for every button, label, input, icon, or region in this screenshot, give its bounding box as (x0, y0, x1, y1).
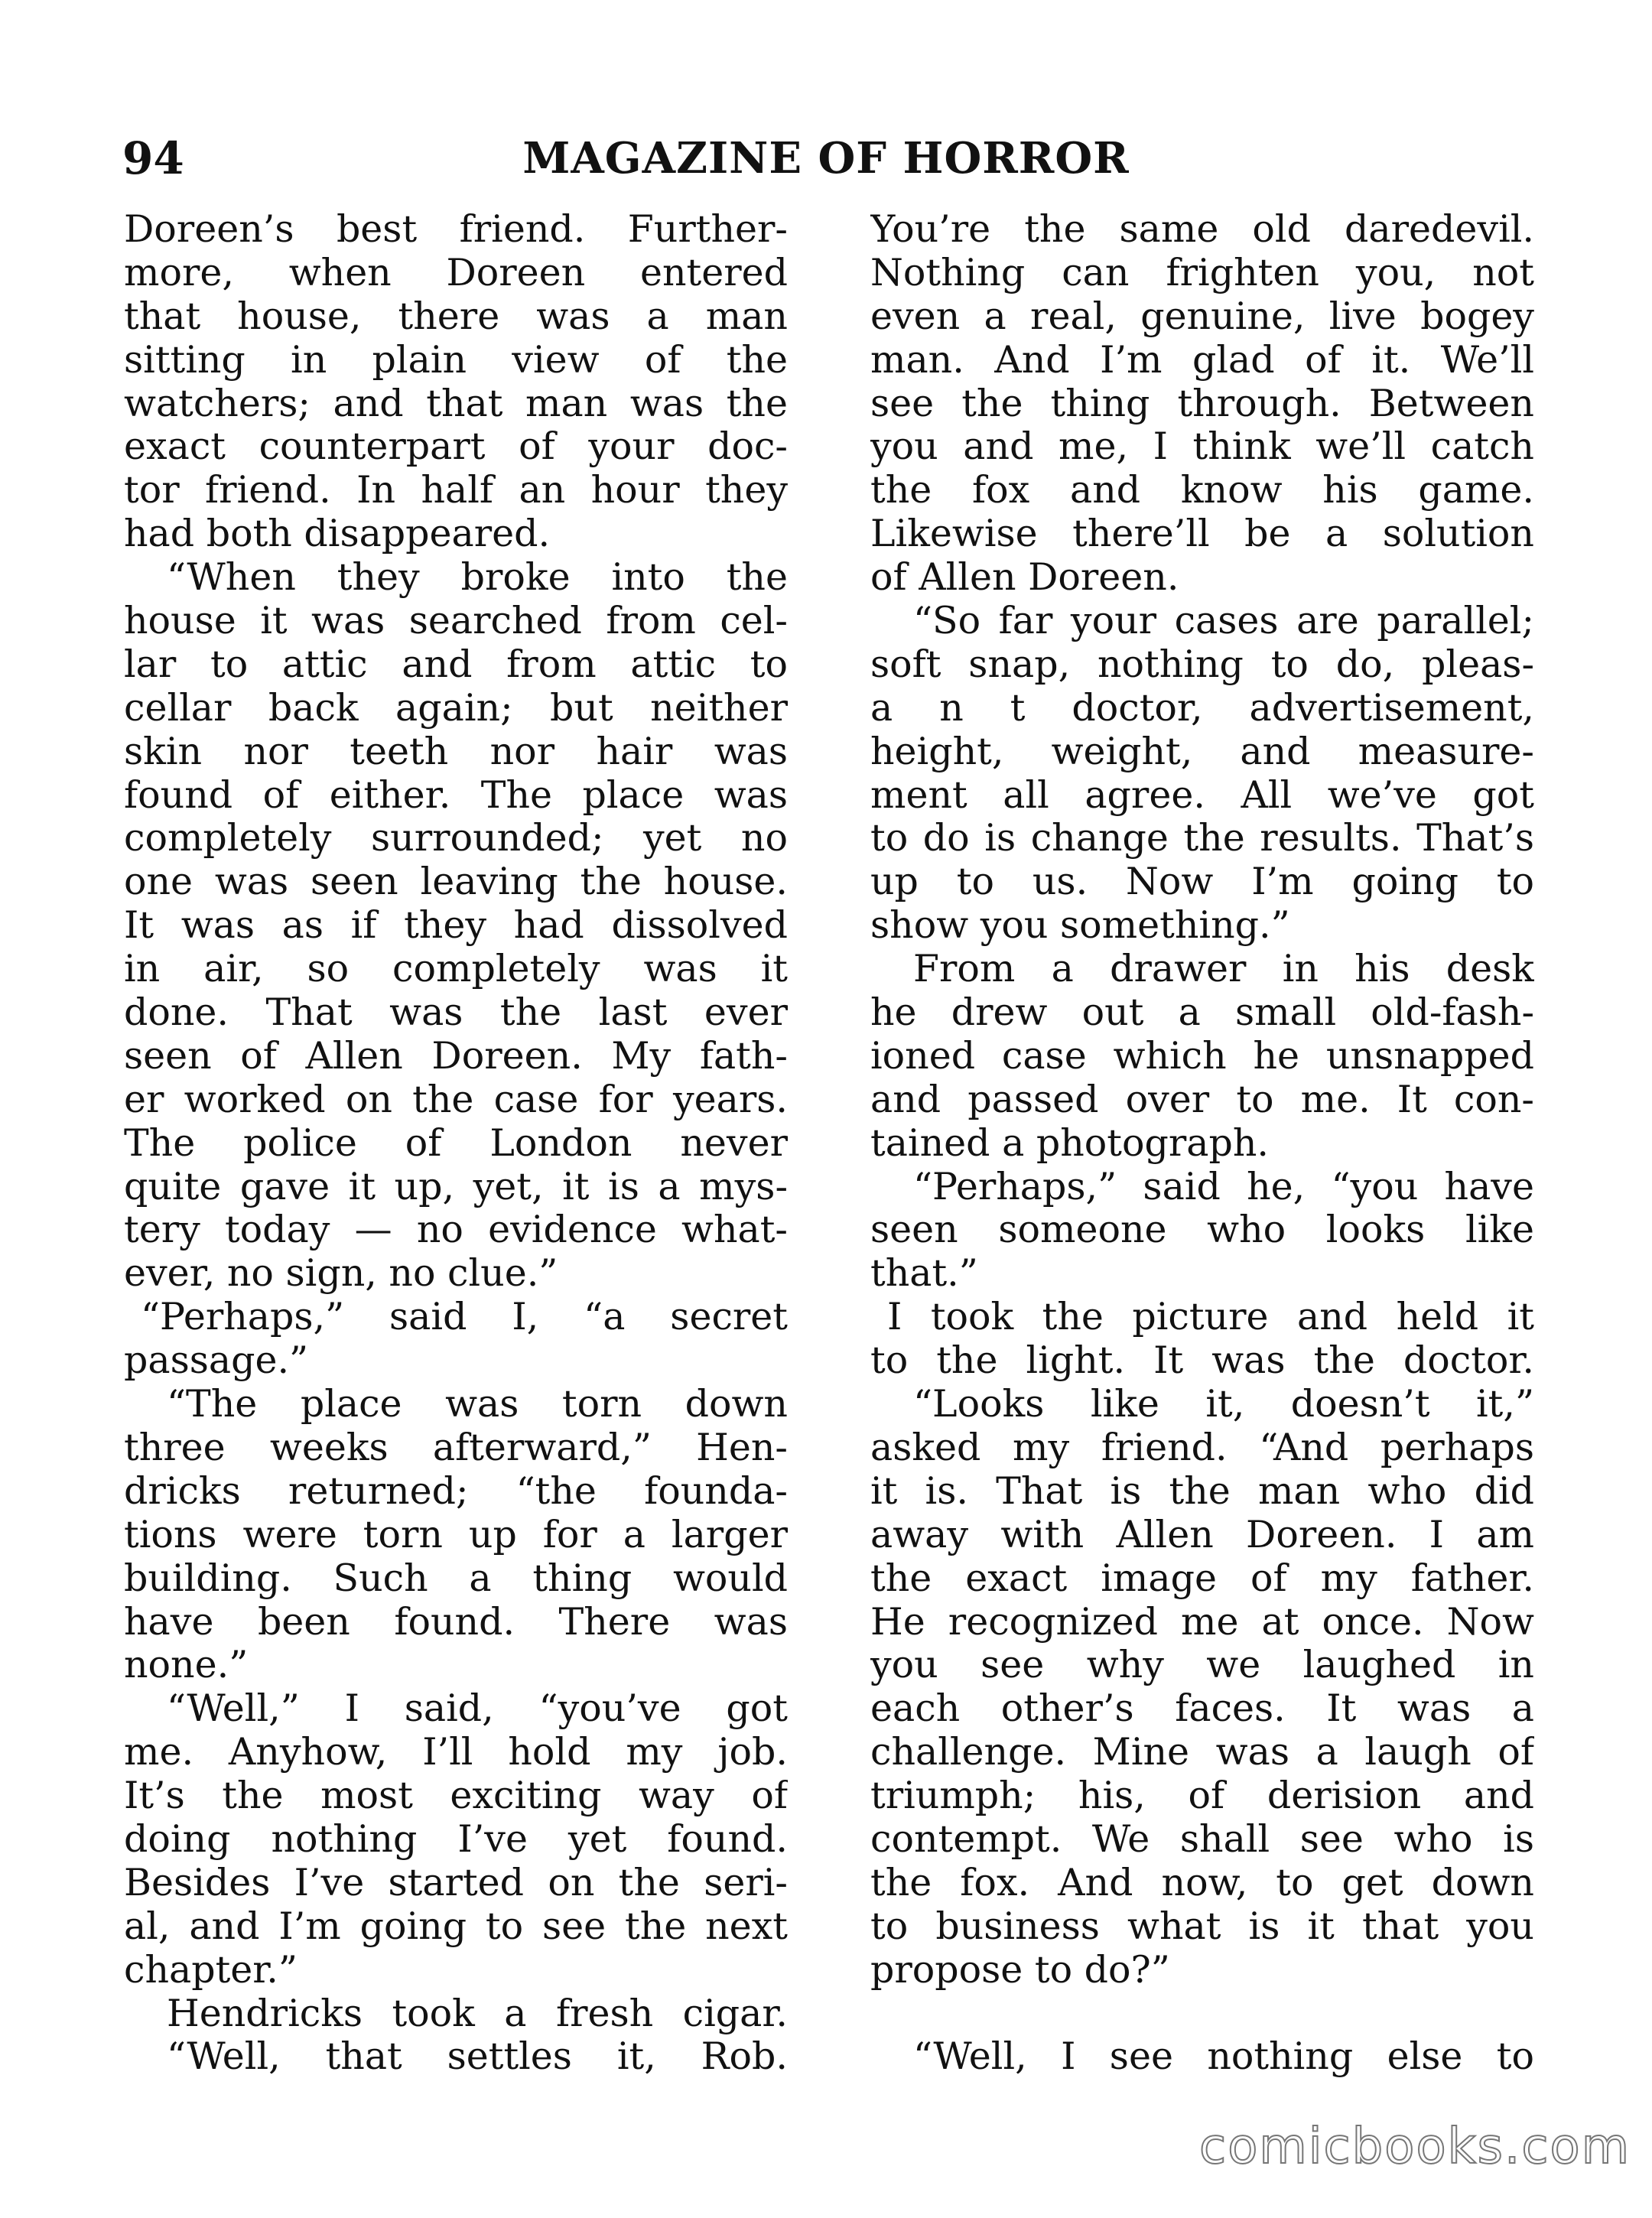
left-column-line: exact counterpart of your doc- (124, 425, 788, 469)
left-column-line: doing nothing I’ve yet found. (124, 1817, 788, 1861)
right-column-line: and passed over to me. It con- (870, 1078, 1534, 1121)
left-column-line: tery today — no evidence what- (124, 1208, 788, 1252)
right-column-line: propose to do?” (870, 1948, 1170, 1992)
right-column-line: each other’s faces. It was a (870, 1687, 1534, 1731)
right-column-line: contempt. We shall see who is (870, 1817, 1534, 1861)
left-column-line: completely surrounded; yet no (124, 817, 788, 860)
page-number: 94 (122, 132, 184, 184)
left-column-line: seen of Allen Doreen. My fath- (124, 1034, 788, 1078)
right-column-line: tained a photograph. (870, 1121, 1269, 1165)
right-column-line: the fox and know his game. (870, 469, 1534, 512)
left-column-line: It’s the most exciting way of (124, 1774, 788, 1818)
left-column-line: found of either. The place was (124, 773, 788, 817)
left-column-line: Besides I’ve started on the seri- (124, 1861, 788, 1904)
left-column-line: quite gave it up, yet, it is a mys- (124, 1165, 788, 1208)
left-column-line: more, when Doreen entered (124, 251, 788, 294)
right-column-line: it is. That is the man who did (870, 1469, 1534, 1513)
left-column-line: watchers; and that man was the (124, 382, 788, 425)
watermark-logo: comicbooks.com (1199, 2119, 1631, 2175)
text-column-right (870, 208, 1534, 2079)
right-column-line: even a real, genuine, live bogey (870, 294, 1534, 338)
left-column-line: Doreen’s best friend. Further- (124, 208, 788, 251)
left-column-line: The police of London never (124, 1121, 788, 1165)
right-column-line: you and me, I think we’ll catch (870, 425, 1534, 469)
right-column-line: “Well, I see nothing else to (913, 2035, 1534, 2079)
right-column-line: From a drawer in his desk (913, 948, 1534, 991)
right-column-line: I took the picture and held it (887, 1296, 1534, 1339)
left-column-line: in air, so completely was it (124, 948, 788, 991)
left-column-line: sitting in plain view of the (124, 338, 788, 382)
left-column-line: that house, there was a man (124, 294, 788, 338)
left-column-line: “Perhaps,” said I, “a secret (141, 1296, 788, 1339)
left-column-line: “Well,” I said, “you’ve got (167, 1687, 788, 1731)
left-column-line: passage.” (124, 1339, 309, 1383)
left-column-line: al, and I’m going to see the next (124, 1904, 788, 1948)
right-column-line: you see why we laughed in (870, 1644, 1534, 1687)
left-column-line: “When they broke into the (167, 556, 788, 600)
right-column-line: see the thing through. Between (870, 382, 1534, 425)
left-column-line: three weeks afterward,” Hen- (124, 1426, 788, 1469)
left-column-line: me. Anyhow, I’ll hold my job. (124, 1731, 788, 1774)
right-column-line: ioned case which he unsnapped (870, 1034, 1534, 1078)
right-column-line: asked my friend. “And perhaps (870, 1426, 1534, 1469)
right-column-line: “So far your cases are parallel; (913, 600, 1534, 643)
right-column-line: a n t doctor, advertisement, (870, 686, 1534, 730)
paragraph-gap (870, 1992, 1534, 2036)
left-column-line: skin nor teeth nor hair was (124, 730, 788, 773)
left-column-line: “Well, that settles it, Rob. (167, 2035, 788, 2079)
left-column-line: ever, no sign, no clue.” (124, 1252, 558, 1296)
left-column-line: er worked on the case for years. (124, 1078, 788, 1121)
left-column-line: tor friend. In half an hour they (124, 469, 788, 512)
left-column-line: had both disappeared. (124, 512, 551, 556)
left-column-line: have been found. There was (124, 1600, 788, 1644)
left-column-line: dricks returned; “the founda- (124, 1469, 788, 1513)
right-column-line: triumph; his, of derision and (870, 1774, 1534, 1818)
right-column-line: the exact image of my father. (870, 1556, 1534, 1600)
right-column-line: soft snap, nothing to do, pleas- (870, 642, 1534, 686)
right-column-line: Nothing can frighten you, not (870, 251, 1534, 294)
left-column-line: cellar back again; but neither (124, 686, 788, 730)
right-column-line: “Looks like it, doesn’t it,” (913, 1383, 1534, 1426)
left-column-line: one was seen leaving the house. (124, 860, 788, 904)
right-column-line: away with Allen Doreen. I am (870, 1513, 1534, 1556)
right-column-line: that.” (870, 1252, 978, 1296)
left-column-line: lar to attic and from attic to (124, 642, 788, 686)
right-column-line: You’re the same old daredevil. (870, 208, 1534, 251)
left-column-line: It was as if they had dissolved (124, 904, 788, 948)
right-column-line: ment all agree. All we’ve got (870, 773, 1534, 817)
right-column-line: man. And I’m glad of it. We’ll (870, 338, 1534, 382)
left-column-line: “The place was torn down (167, 1383, 788, 1426)
right-column-line: “Perhaps,” said he, “you have (913, 1165, 1534, 1208)
left-column-line: chapter.” (124, 1948, 298, 1992)
left-column-line: Hendricks took a fresh cigar. (167, 1992, 788, 2035)
right-column-line: He recognized me at once. Now (870, 1600, 1534, 1644)
right-column-line: show you something.” (870, 904, 1290, 948)
right-column-line: to do is change the results. That’s (870, 817, 1534, 860)
right-column-line: up to us. Now I’m going to (870, 860, 1534, 904)
right-column-line: height, weight, and measure- (870, 730, 1534, 773)
right-column-line: of Allen Doreen. (870, 556, 1179, 600)
right-column-line: seen someone who looks like (870, 1208, 1534, 1252)
right-column-line: Likewise there’ll be a solution (870, 512, 1534, 556)
left-column-line: house it was searched from cel- (124, 600, 788, 643)
right-column-line: challenge. Mine was a laugh of (870, 1731, 1534, 1774)
left-column-line: done. That was the last ever (124, 991, 788, 1035)
left-column-line: tions were torn up for a larger (124, 1513, 788, 1556)
right-column-line: the fox. And now, to get down (870, 1861, 1534, 1904)
running-head-title: MAGAZINE OF HORROR (522, 133, 1130, 184)
text-column-left (124, 208, 788, 2079)
left-column-line: building. Such a thing would (124, 1556, 788, 1600)
right-column-line: to the light. It was the doctor. (870, 1339, 1534, 1383)
left-column-line: none.” (124, 1644, 249, 1687)
right-column-line: he drew out a small old-fash- (870, 991, 1534, 1035)
right-column-line: to business what is it that you (870, 1904, 1534, 1948)
